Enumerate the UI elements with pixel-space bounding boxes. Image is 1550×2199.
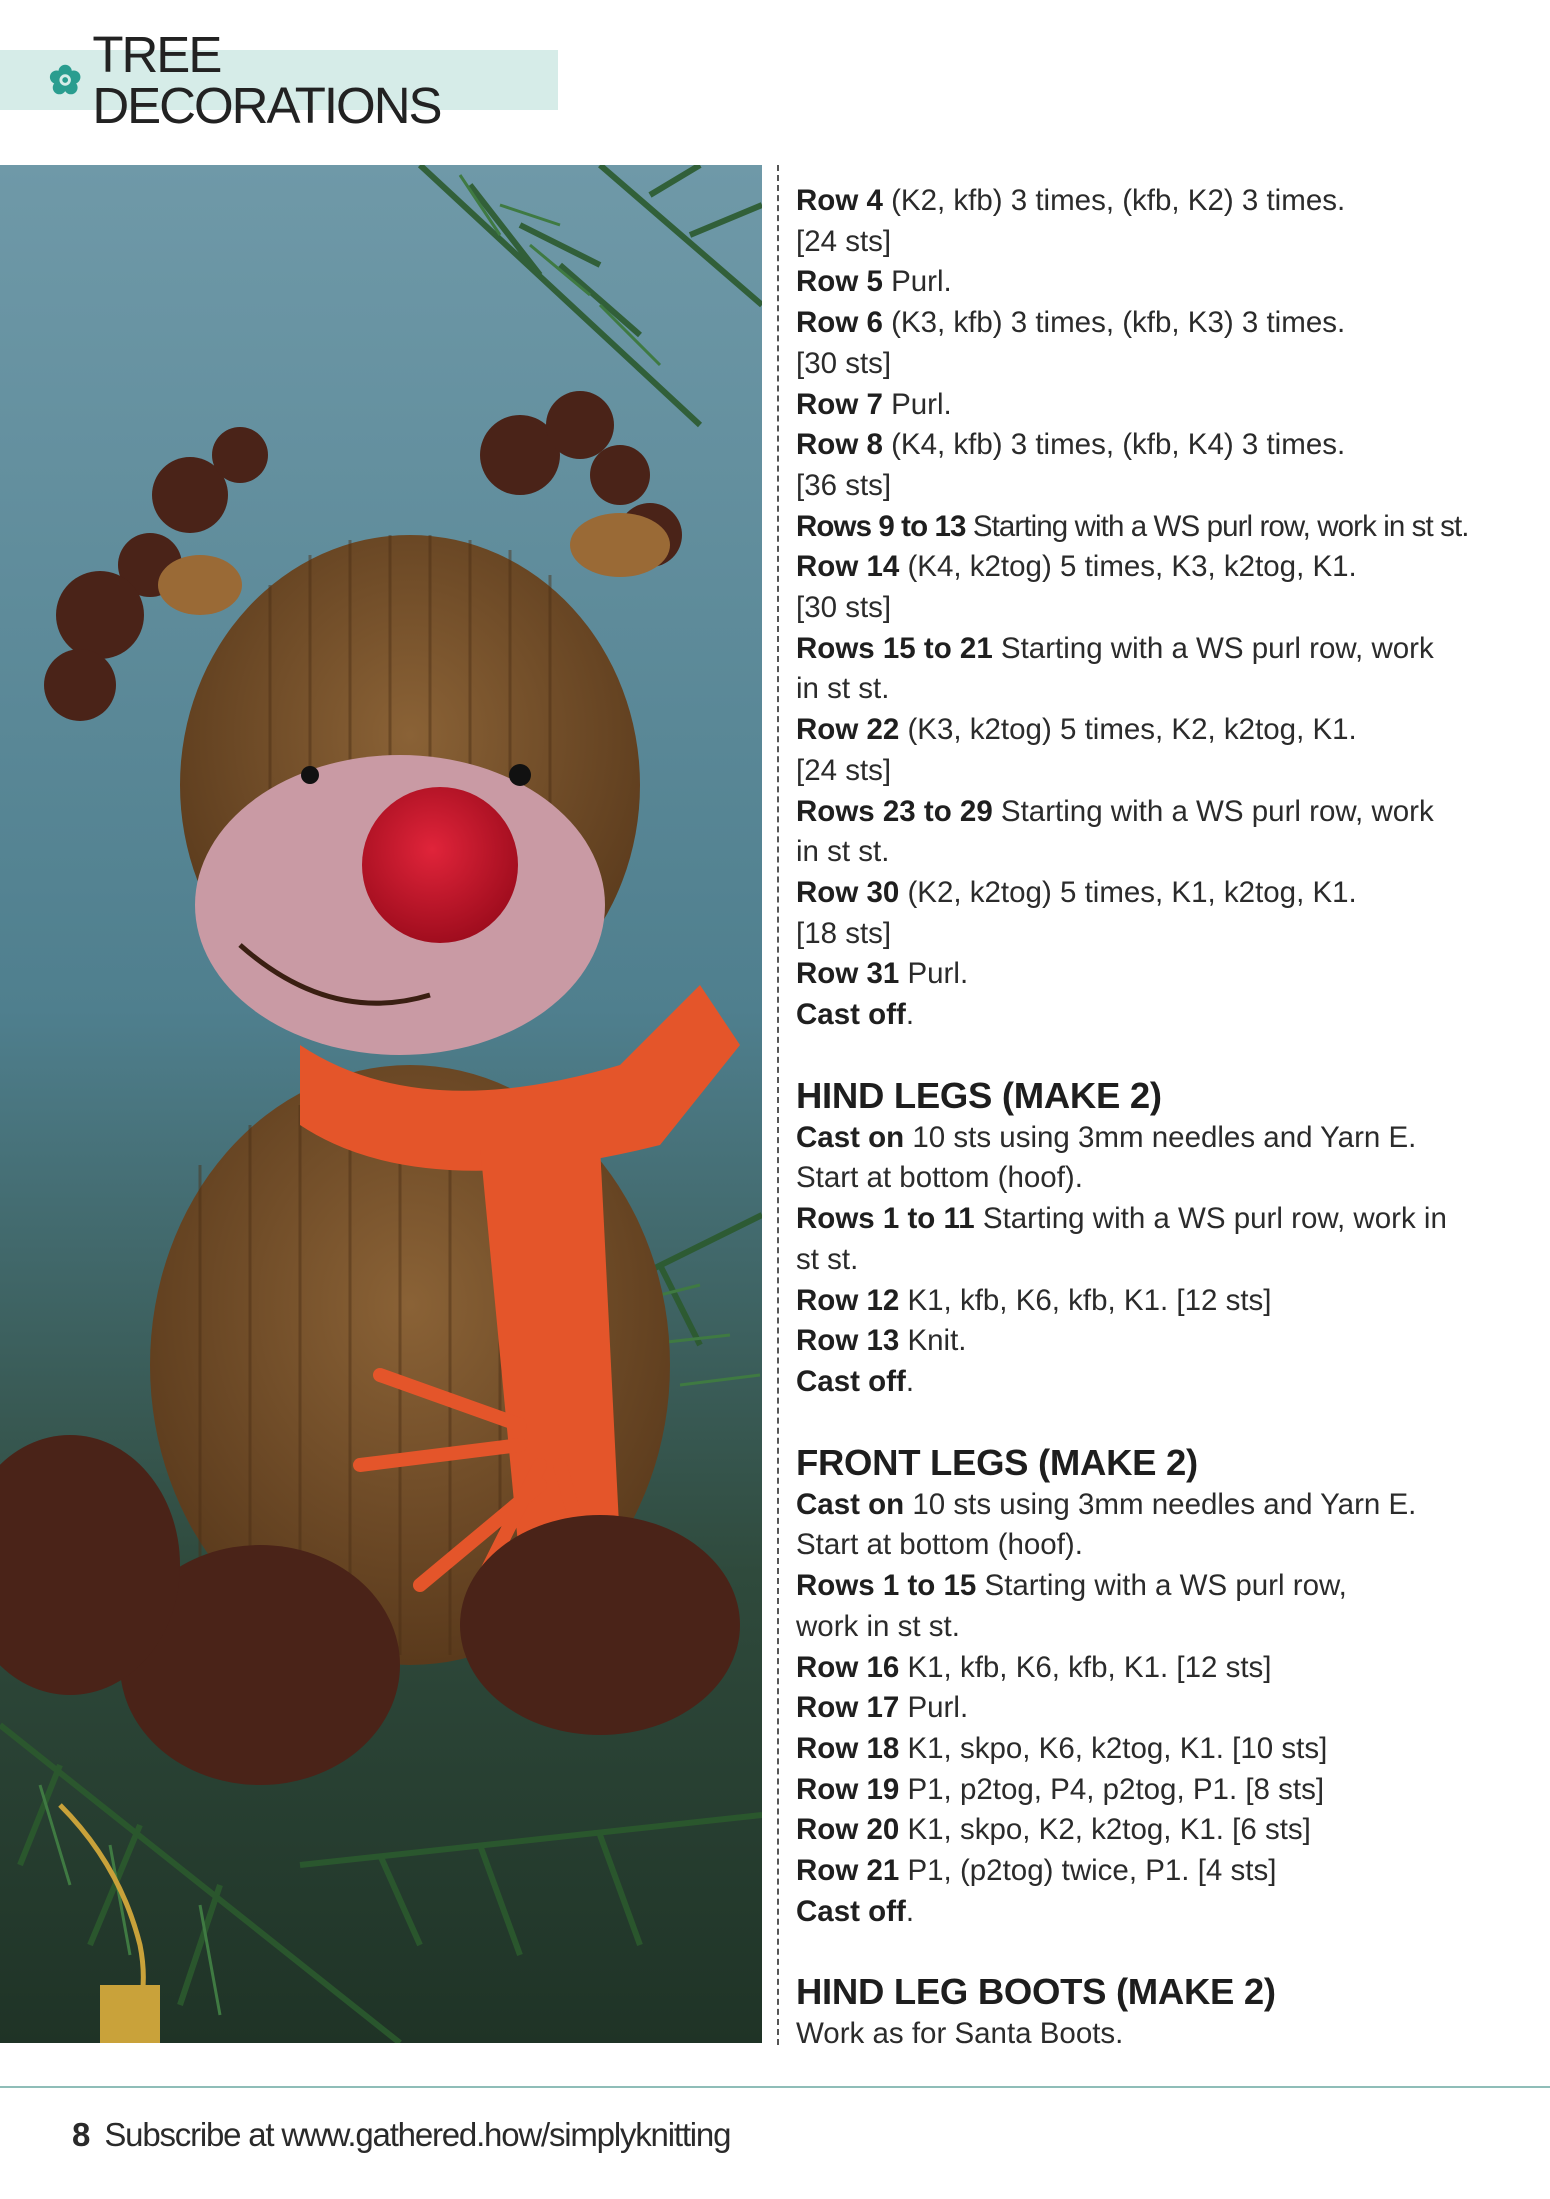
instruction-line: [36 sts] [796, 468, 892, 502]
instruction-line: Row 20 K1, skpo, K2, k2tog, K1. [6 sts] [796, 1813, 1311, 1847]
instruction-line: Rows 23 to 29 Starting with a WS purl row, work [796, 794, 1434, 828]
instruction-line: Rows 1 to 11 Starting with a WS purl row, work in [796, 1202, 1447, 1236]
instruction-line: Cast on 10 sts using 3mm needles and Yarn E. [796, 1487, 1417, 1521]
instruction-line: Rows 15 to 21 Starting with a WS purl row, work [796, 631, 1434, 665]
instruction-line: Cast on 10 sts using 3mm needles and Yarn E. [796, 1120, 1417, 1154]
instruction-line: Cast off. [796, 1894, 915, 1928]
instruction-line: Rows 9 to 13 Starting with a WS purl row, work in st st. [796, 509, 1469, 543]
instruction-line: Row 8 (K4, kfb) 3 times, (kfb, K4) 3 times. [796, 428, 1346, 462]
instruction-line: Row 16 K1, kfb, K6, kfb, K1. [12 sts] [796, 1650, 1272, 1684]
instruction-line: Work as for Santa Boots. [796, 2017, 1124, 2051]
subscribe-text: Subscribe at www.gathered.how/simplyknitting [104, 2116, 731, 2153]
instruction-line: Row 4 (K2, kfb) 3 times, (kfb, K2) 3 times. [796, 184, 1346, 217]
instruction-line: Cast off. [796, 998, 915, 1032]
instruction-line: Row 17 Purl. [796, 1691, 969, 1725]
instruction-line: [24 sts] [796, 224, 892, 258]
section-heading: HIND LEGS (MAKE 2) [796, 1074, 1162, 1116]
instruction-line: Row 12 K1, kfb, K6, kfb, K1. [12 sts] [796, 1283, 1272, 1317]
pattern-instructions [796, 181, 1496, 2055]
instruction-line: Row 18 K1, skpo, K6, k2tog, K1. [10 sts] [796, 1731, 1328, 1765]
section-heading: HIND LEG BOOTS (MAKE 2) [796, 1971, 1276, 2013]
instruction-line: Rows 1 to 15 Starting with a WS purl row, [796, 1569, 1347, 1603]
instruction-line: Row 6 (K3, kfb) 3 times, (kfb, K3) 3 times. [796, 306, 1346, 340]
clover-icon [48, 62, 82, 98]
block-hind-leg-boots [796, 1970, 1496, 2055]
instruction-line: [24 sts] [796, 753, 892, 787]
section-title: TREE DECORATIONS [92, 26, 441, 134]
instruction-line: Cast off. [796, 1364, 915, 1398]
instruction-line: Row 22 (K3, k2tog) 5 times, K2, k2tog, K1. [796, 713, 1357, 747]
instruction-line: Start at bottom (hoof). [796, 1161, 1083, 1195]
instruction-line: work in st st. [796, 1609, 960, 1643]
instruction-line: Start at bottom (hoof). [796, 1528, 1083, 1562]
section-heading: FRONT LEGS (MAKE 2) [796, 1441, 1198, 1483]
footer-rule [0, 2086, 1550, 2088]
instruction-line: [30 sts] [796, 346, 892, 380]
instruction-line: Row 21 P1, (p2tog) twice, P1. [4 sts] [796, 1854, 1277, 1888]
instruction-line: st st. [796, 1242, 859, 1276]
instruction-line: Row 19 P1, p2tog, P4, p2tog, P1. [8 sts] [796, 1772, 1325, 1806]
instruction-line: in st st. [796, 672, 890, 706]
instruction-line: Row 30 (K2, k2tog) 5 times, K1, k2tog, K1. [796, 875, 1357, 909]
block-front-legs [796, 1441, 1496, 1933]
section-header [0, 26, 558, 134]
page-number: 8 [72, 2116, 91, 2153]
instruction-line: Row 31 Purl. [796, 957, 969, 991]
block-body-continued [796, 181, 1496, 1036]
page-footer [72, 2116, 730, 2154]
instruction-line: [30 sts] [796, 591, 892, 625]
instruction-line: Row 5 Purl. [796, 265, 952, 299]
instruction-line: Row 13 Knit. [796, 1324, 967, 1358]
instruction-line: Row 14 (K4, k2tog) 5 times, K3, k2tog, K1. [796, 550, 1357, 584]
instruction-line: [18 sts] [796, 916, 892, 950]
reindeer-photo [0, 165, 762, 2043]
instruction-line: Row 7 Purl. [796, 387, 952, 421]
block-hind-legs [796, 1074, 1496, 1403]
instruction-line: in st st. [796, 835, 890, 869]
column-divider [777, 165, 779, 2045]
